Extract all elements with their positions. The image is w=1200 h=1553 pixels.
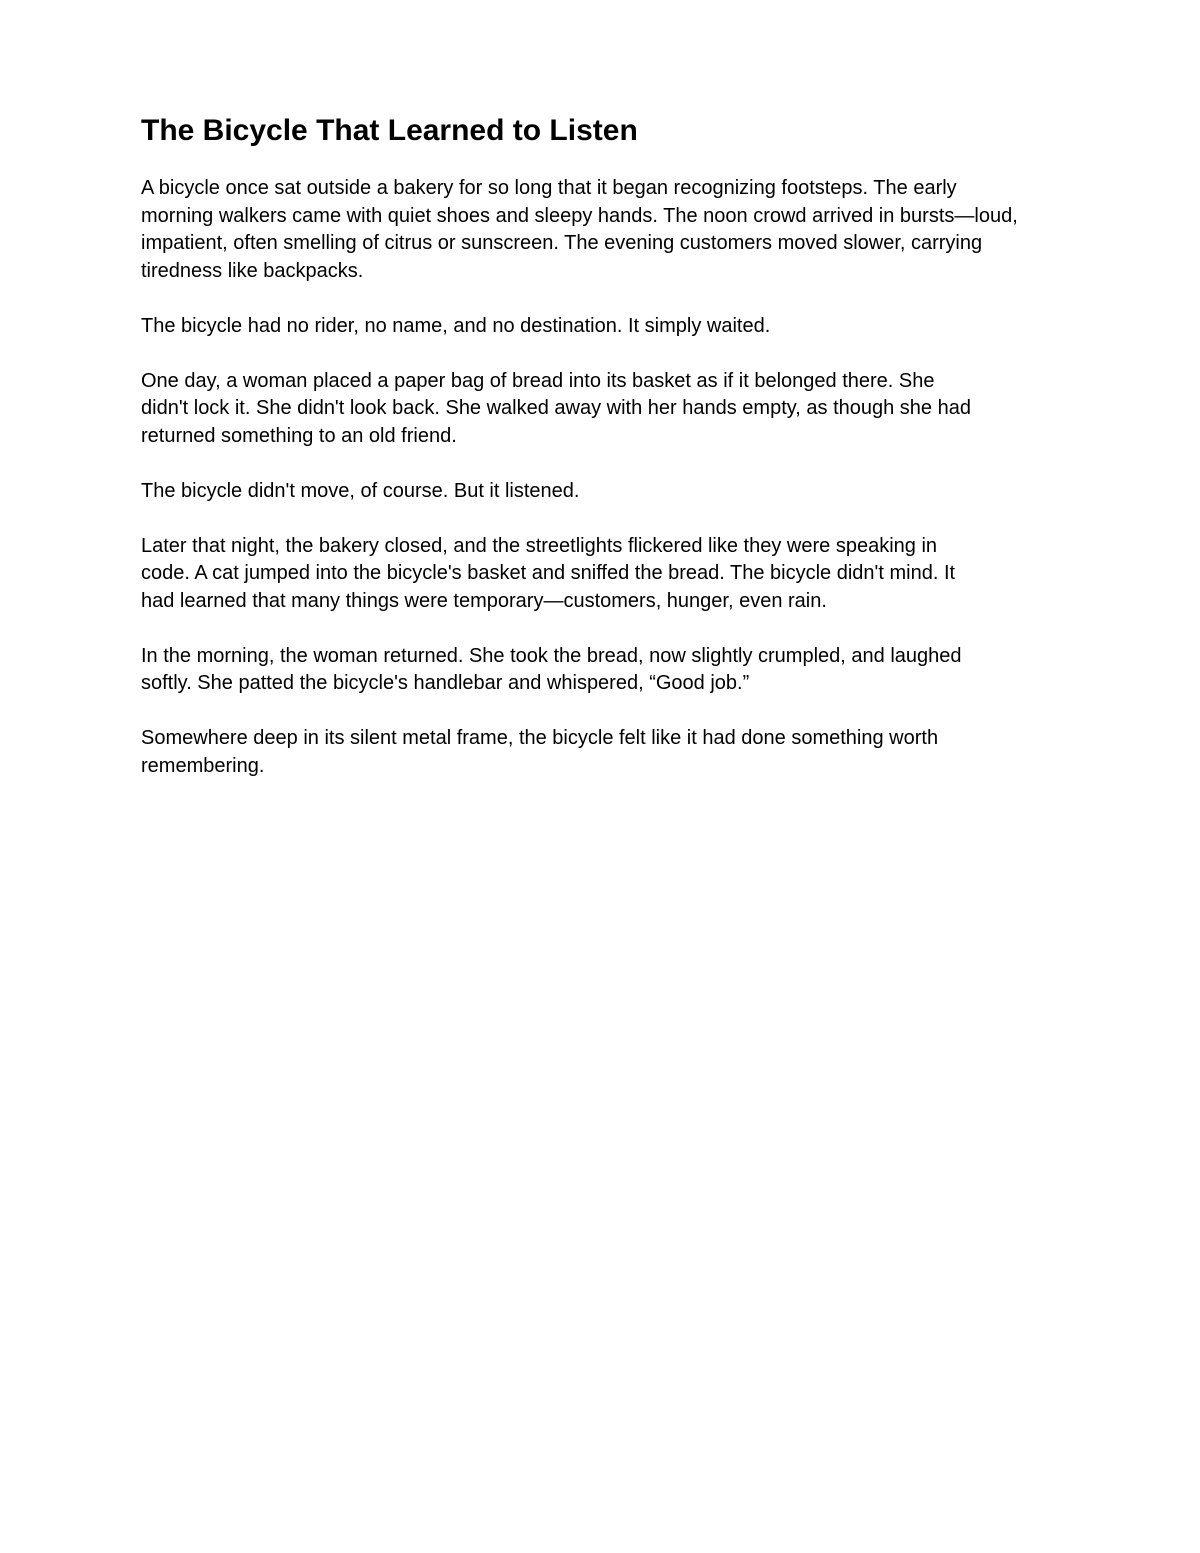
paragraph-line: softly. She patted the bicycle's handlebar and whispered, “Good job.”	[141, 672, 750, 694]
paragraph-5	[141, 533, 1101, 616]
paragraph-line: One day, a woman placed a paper bag of bread into its basket as if it belonged there. She	[141, 369, 935, 392]
paragraph-line: The bicycle didn't move, of course. But it listened.	[141, 479, 580, 502]
paragraph-line: had learned that many things were temporary—customers, hunger, even rain.	[141, 589, 827, 612]
paragraph-line: A bicycle once sat outside a bakery for so long that it began recognizing footsteps. The early	[141, 177, 957, 199]
document-title: The Bicycle That Learned to Listen	[141, 114, 638, 147]
paragraph-line: The bicycle had no rider, no name, and no destination. It simply waited.	[141, 314, 771, 337]
paragraph-line: In the morning, the woman returned. She took the bread, now slightly crumpled, and laughed	[141, 644, 962, 667]
paragraph-line: didn't lock it. She didn't look back. She walked away with her hands empty, as though she had	[141, 397, 971, 419]
paragraph-3	[141, 368, 1101, 451]
paragraph-7	[141, 725, 1101, 780]
paragraph-2	[141, 313, 1101, 341]
paragraph-6	[141, 643, 1101, 698]
paragraph-line: Somewhere deep in its silent metal frame, the bicycle felt like it had done something worth	[141, 727, 939, 749]
document-body	[141, 112, 1101, 808]
paragraph-line: impatient, often smelling of citrus or sunscreen. The evening customers moved slower, carrying	[141, 232, 983, 254]
paragraph-4	[141, 478, 1101, 506]
paragraph-line: tiredness like backpacks.	[141, 259, 364, 282]
paragraph-line: returned something to an old friend.	[141, 424, 457, 447]
paragraph-line: Later that night, the bakery closed, and the streetlights flickered like they were speaking in	[141, 534, 938, 557]
paragraph-line: morning walkers came with quiet shoes and sleepy hands. The noon crowd arrived in bursts—loud,	[141, 204, 1018, 227]
paragraph-1	[141, 175, 1101, 285]
paragraph-line: code. A cat jumped into the bicycle's basket and sniffed the bread. The bicycle didn't mind. It	[141, 562, 956, 584]
paragraph-line: remembering.	[141, 754, 265, 777]
